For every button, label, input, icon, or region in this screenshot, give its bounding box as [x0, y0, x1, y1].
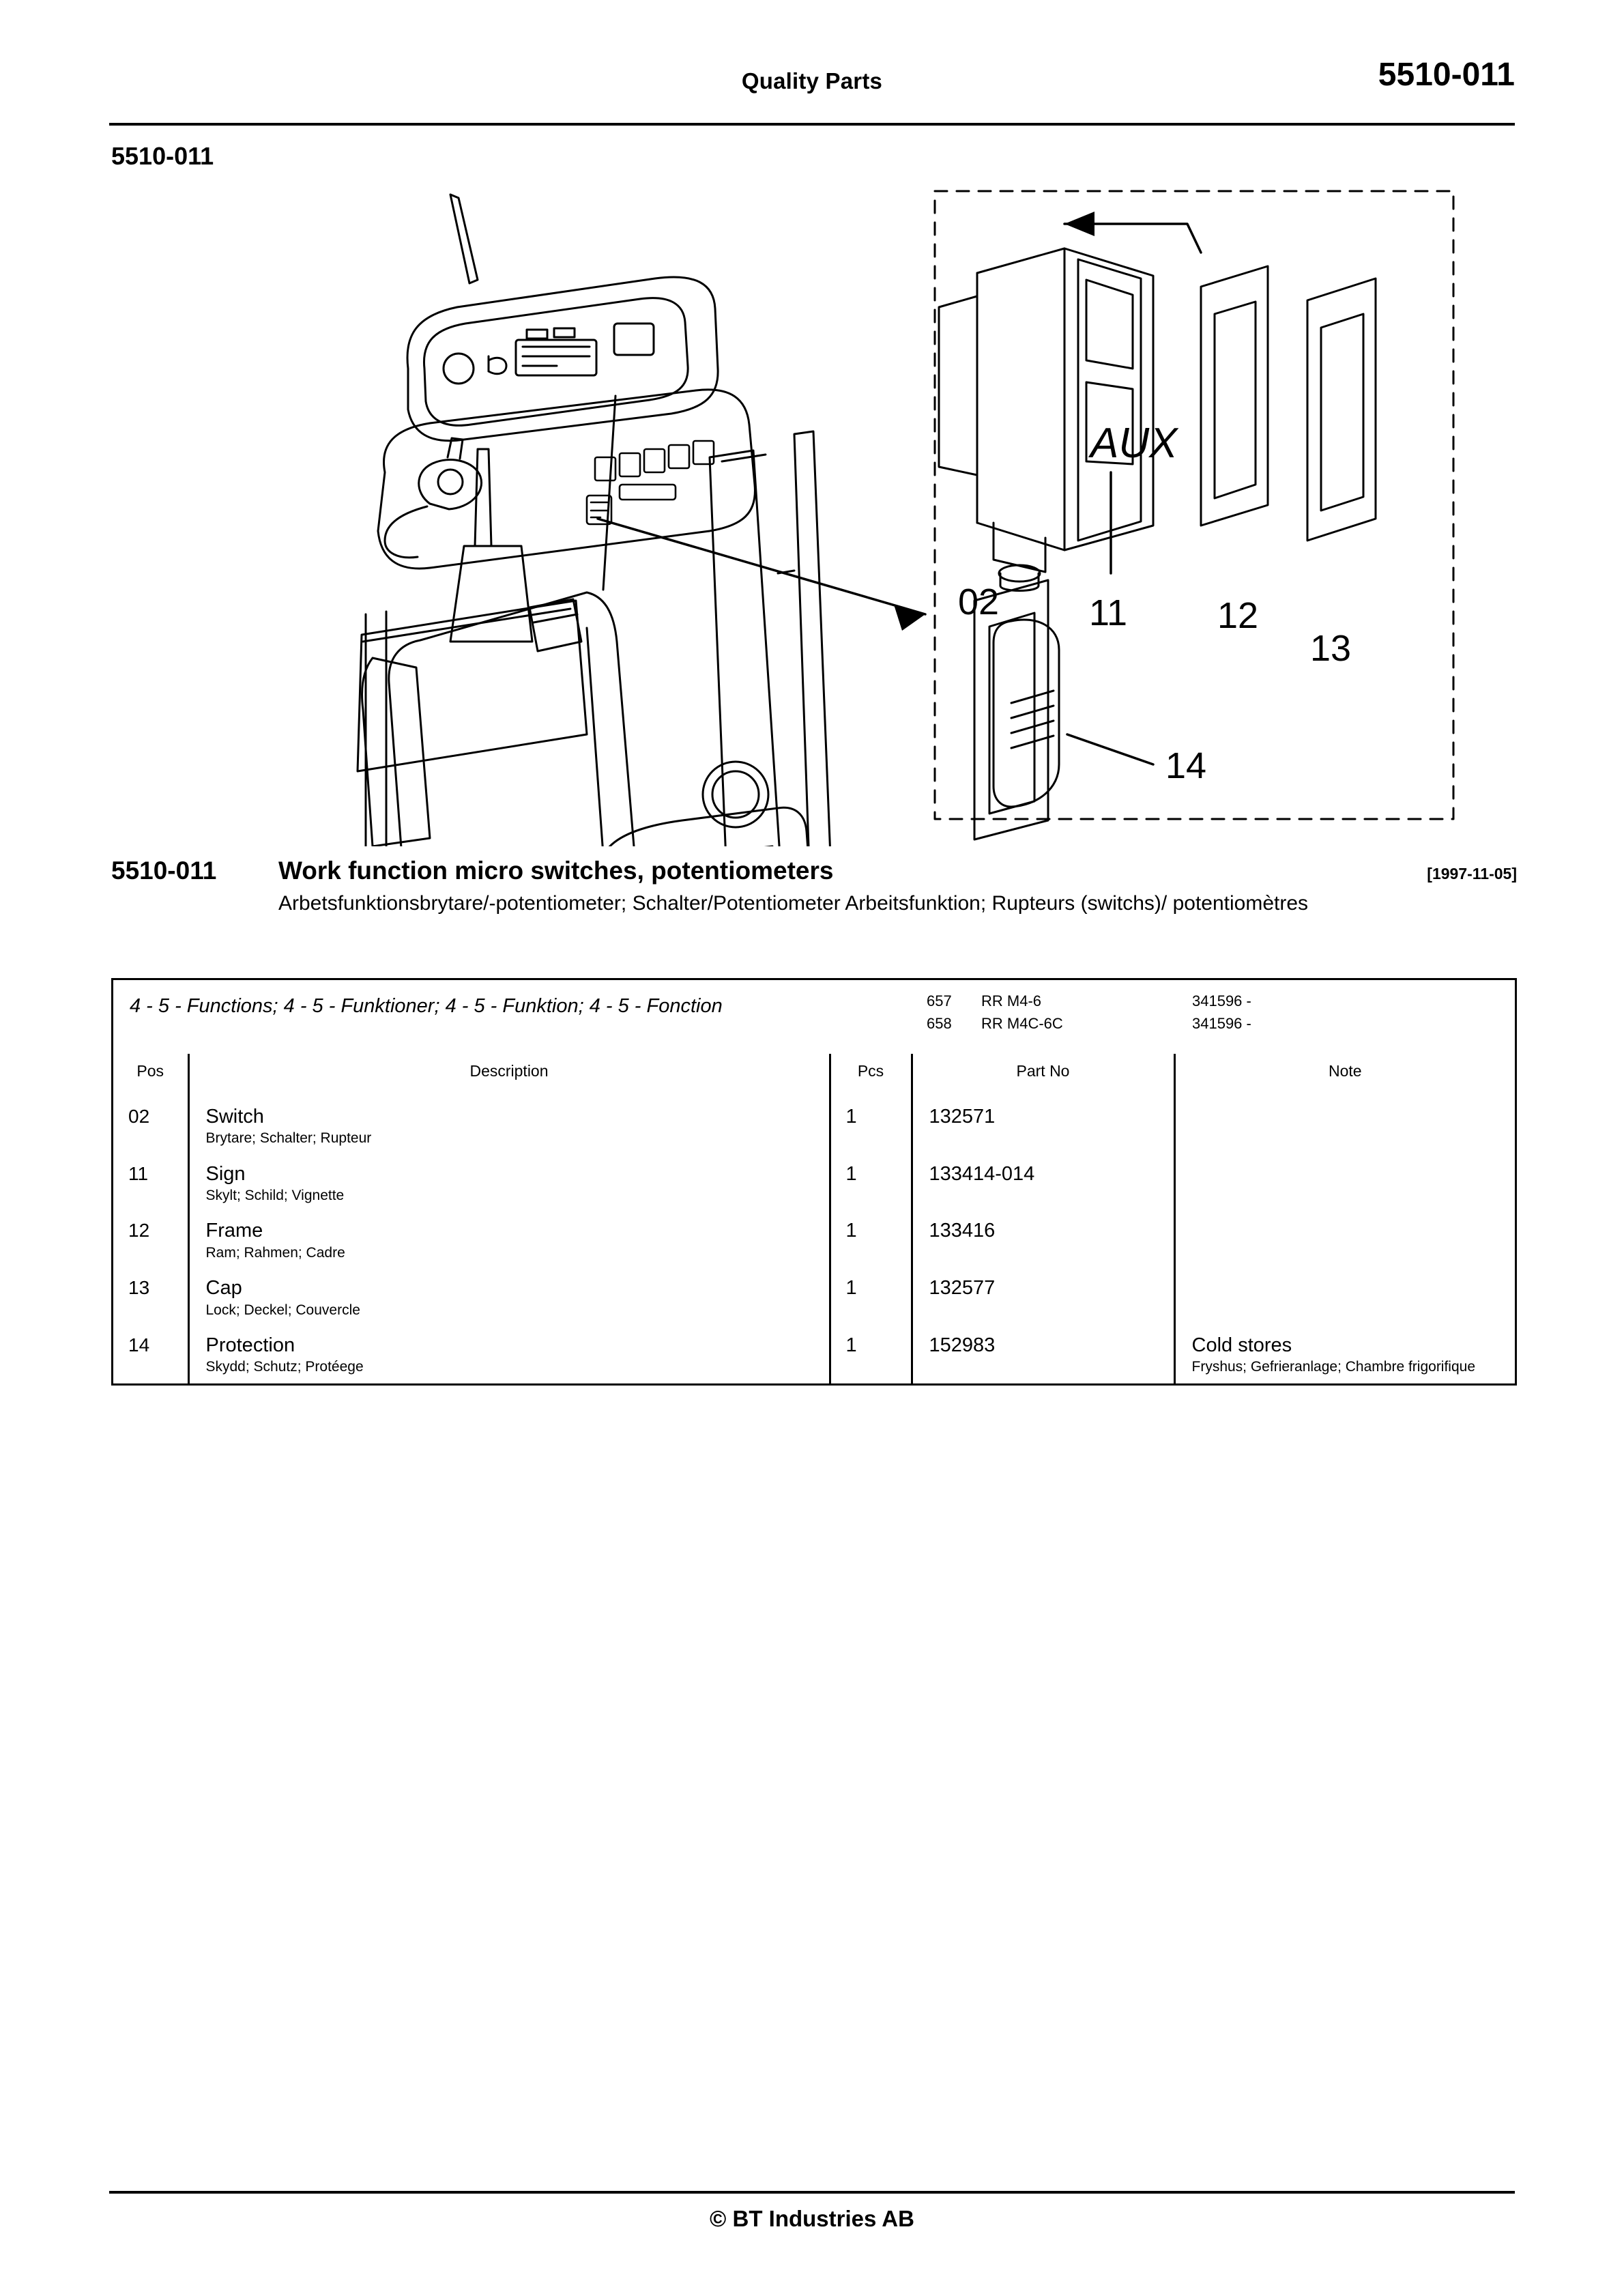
row-note-alt: Fryshus; Gefrieranlage; Chambre frigorifique	[1191, 1359, 1476, 1375]
row-note	[1174, 1211, 1515, 1269]
callout-02: 02	[958, 582, 1000, 622]
column-header-pos: Pos	[113, 1054, 188, 1097]
model-number: 657	[927, 992, 952, 1009]
row-note	[1174, 1155, 1515, 1212]
table-row[interactable]	[113, 1326, 1515, 1383]
page-header	[109, 57, 1515, 116]
row-description-primary: Protection	[205, 1334, 295, 1356]
row-description-primary: Frame	[205, 1220, 263, 1242]
row-part-no: 133414-014	[912, 1155, 1174, 1212]
row-description-primary: Switch	[205, 1106, 264, 1128]
row-pos: 12	[113, 1211, 188, 1269]
row-description	[188, 1097, 830, 1155]
callout-14: 14	[1165, 745, 1207, 786]
variant-models	[912, 980, 1174, 1054]
row-note-primary: Cold stores	[1191, 1334, 1292, 1356]
model-serial: 341596 -	[1192, 992, 1251, 1009]
row-pcs: 1	[830, 1211, 912, 1269]
row-description-alt: Skydd; Schutz; Protéege	[205, 1359, 364, 1375]
row-part-no: 133416	[912, 1211, 1174, 1269]
row-part-no: 152983	[912, 1326, 1174, 1383]
footer-divider	[109, 2191, 1515, 2194]
model-name: RR M4C-6C	[981, 1015, 1063, 1032]
row-description	[188, 1155, 830, 1212]
callout-11: 11	[1089, 592, 1128, 633]
row-description	[188, 1326, 830, 1383]
frame-part	[1201, 266, 1268, 526]
title-code: 5510-011	[111, 857, 217, 885]
column-header-note: Note	[1328, 1062, 1362, 1080]
row-part-no: 132571	[912, 1097, 1174, 1155]
aux-sign	[1088, 420, 1179, 467]
variant-functions: 4 - 5 - Functions; 4 - 5 - Funktioner; 4 - 5 - Funktion; 4 - 5 - Fonction	[130, 995, 723, 1017]
revision-date: [1997-11-05]	[1427, 865, 1517, 882]
technical-illustration	[109, 164, 1515, 846]
row-description-alt: Brytare; Schalter; Rupteur	[205, 1130, 372, 1147]
row-note	[1174, 1097, 1515, 1155]
column-header-pcs: Pcs	[830, 1054, 912, 1097]
row-description-alt: Skylt; Schild; Vignette	[205, 1188, 345, 1204]
footer-copyright: © BT Industries AB	[710, 2206, 914, 2231]
callout-13: 13	[1310, 628, 1352, 669]
header-code: 5510-011	[1378, 57, 1515, 93]
row-pcs: 1	[830, 1326, 912, 1383]
row-note	[1174, 1326, 1515, 1383]
page-subtitle: Arbetsfunktionsbrytare/-potentiometer; Schalter/Potentiometer Arbeitsfunktion; Rupteurs (switchs)/ potentiomètres	[278, 892, 1309, 915]
row-pos: 02	[113, 1097, 188, 1155]
row-pos: 11	[113, 1155, 188, 1212]
page-title: Work function micro switches, potentiometers	[278, 857, 834, 885]
model-number: 658	[927, 1015, 952, 1032]
table-header-row	[113, 1054, 1515, 1097]
variant-serials	[1174, 980, 1515, 1054]
callout-12: 12	[1217, 595, 1259, 636]
forklift-console-drawing	[358, 195, 834, 846]
row-pcs: 1	[830, 1097, 912, 1155]
section-code: 5510-011	[111, 142, 214, 170]
column-header-part-no: Part No	[912, 1054, 1174, 1097]
parts-table	[111, 978, 1517, 1386]
row-pcs: 1	[830, 1269, 912, 1326]
row-description-alt: Lock; Deckel; Couvercle	[205, 1302, 360, 1318]
table-row[interactable]	[113, 1155, 1515, 1212]
table-row[interactable]	[113, 1269, 1515, 1326]
callout-arrow-top	[1064, 212, 1201, 253]
row-description	[188, 1211, 830, 1269]
row-pos: 14	[113, 1326, 188, 1383]
header-divider	[109, 123, 1515, 126]
header-title: Quality Parts	[741, 68, 883, 94]
row-description-primary: Sign	[205, 1162, 246, 1185]
row-pcs: 1	[830, 1155, 912, 1212]
row-description-alt: Ram; Rahmen; Cadre	[205, 1244, 345, 1261]
row-pos: 13	[113, 1269, 188, 1326]
row-part-no: 132577	[912, 1269, 1174, 1326]
variant-row	[113, 980, 1515, 1054]
table-row[interactable]	[113, 1211, 1515, 1269]
row-description	[188, 1269, 830, 1326]
svg-text:AUX: AUX	[1090, 420, 1178, 467]
cap-part	[1307, 278, 1376, 541]
table-row[interactable]	[113, 1097, 1515, 1155]
row-description-primary: Cap	[205, 1277, 242, 1300]
row-note	[1174, 1269, 1515, 1326]
model-serial: 341596 -	[1192, 1015, 1251, 1032]
column-header-description: Description	[188, 1054, 830, 1097]
model-name: RR M4-6	[981, 992, 1042, 1009]
